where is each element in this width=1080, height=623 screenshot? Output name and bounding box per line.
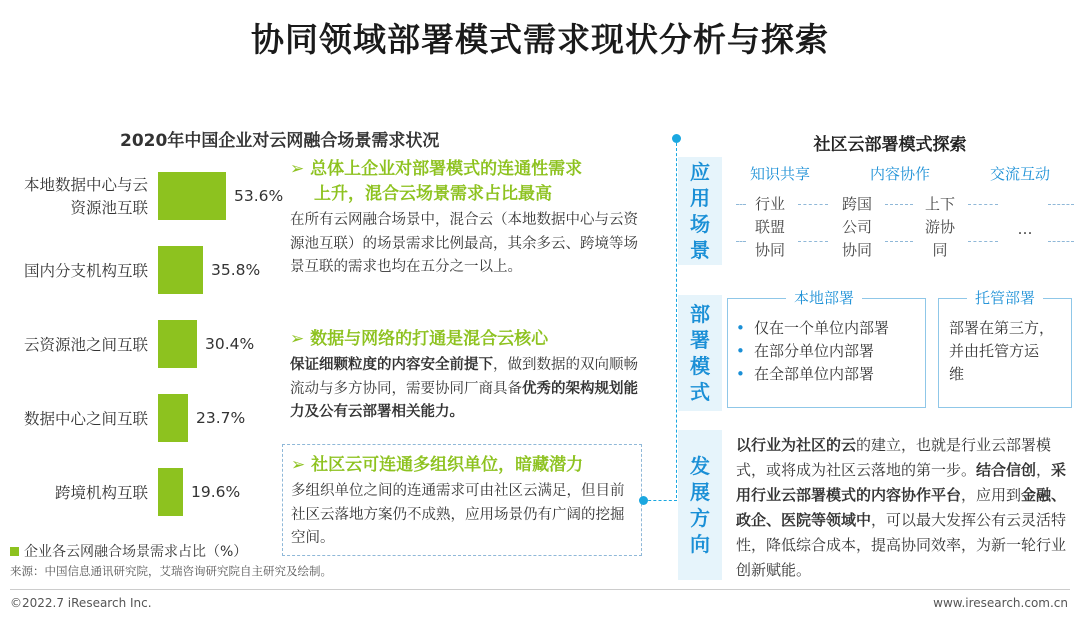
bar <box>158 172 226 220</box>
side-label-char: 方 <box>690 506 710 530</box>
category-content-collab: 内容协作 <box>870 165 931 183</box>
scenario-multinational <box>835 193 879 262</box>
insight-1-heading-line-1: ➢ 总体上企业对部署模式的连通性需求 <box>290 159 583 179</box>
legend-label: 企业各云网融合场景需求占比（%） <box>24 544 248 560</box>
direction-text <box>736 433 1071 583</box>
scenario-line: 协同 <box>754 241 785 259</box>
right-panel-title: 社区云部署模式探索 <box>813 135 967 155</box>
text-line: 维 <box>949 365 965 383</box>
insight-2 <box>290 327 645 425</box>
footer-copyright: ©2022.7 iResearch Inc. <box>10 596 152 610</box>
bar <box>158 394 188 442</box>
direction-bold: 采用行业云部署模式的内容协作平台 <box>736 461 1067 504</box>
scenario-line: 行业 <box>754 195 785 213</box>
bar-value-label: 35.8% <box>211 261 261 279</box>
divider <box>798 241 828 242</box>
scenario-line: 公司 <box>841 218 872 236</box>
side-label-application-text <box>690 159 710 263</box>
side-label-char: 展 <box>690 480 710 504</box>
scenario-line: 同 <box>932 241 948 259</box>
insight-1-heading-line-2: 上升，混合云场景需求占比最高 <box>314 184 552 204</box>
insight-2-bold-2: 优秀的架构规划能力及公有云部署相关能力。 <box>290 380 638 420</box>
legend-swatch <box>10 547 19 556</box>
category-knowledge-sharing: 知识共享 <box>750 165 811 183</box>
insight-2-body <box>290 354 645 425</box>
divider <box>798 204 828 205</box>
divider <box>968 241 998 242</box>
page-title: 协同领域部署模式需求现状分析与探索 <box>251 20 829 59</box>
local-deployment-list <box>736 317 889 386</box>
footer-website: www.iresearch.com.cn <box>933 596 1068 610</box>
bar <box>158 468 183 516</box>
footer-divider <box>10 589 1070 590</box>
insight-3-heading: ➢ 社区云可连通多组织单位，暗藏潜力 <box>291 455 584 475</box>
category-interaction: 交流互动 <box>990 165 1051 183</box>
side-label-char: 发 <box>690 454 710 478</box>
bar-row <box>0 246 290 296</box>
list-item-text: 在部分单位内部署 <box>754 342 875 360</box>
list-item-text: 仅在一个单位内部署 <box>754 319 890 337</box>
side-label-deployment <box>678 295 722 411</box>
insight-3-box <box>282 444 642 556</box>
scenario-line: 上下 <box>924 195 955 213</box>
side-label-direction <box>678 430 722 580</box>
text-line: 部署在第三方， <box>949 319 1055 337</box>
bar-chart <box>0 160 290 530</box>
text-line: 并由托管方运 <box>949 342 1040 360</box>
direction-text-part: ，可以最大发挥公有云灵活特性，降低综合成本，提高协同效率，为新一轮行业创新赋能。 <box>736 511 1067 579</box>
divider <box>885 204 913 205</box>
hosted-deployment-text <box>949 317 1054 386</box>
divider <box>885 241 913 242</box>
divider <box>1048 204 1074 205</box>
direction-text-part: 的建立，也就是行业云部署模式，或将成为社区云落地的第一步。 <box>736 436 1052 479</box>
bar-category-label: 云资源池之间互联 <box>23 335 148 354</box>
divider <box>736 204 746 205</box>
divider <box>736 241 746 242</box>
bar-row <box>0 320 290 370</box>
scenario-line: 跨国 <box>841 195 872 213</box>
local-deployment-title: 本地部署 <box>786 287 862 308</box>
side-label-char: 模 <box>690 354 710 378</box>
bar-value-label: 53.6% <box>234 187 284 205</box>
timeline-dot-top <box>672 134 681 143</box>
source-note: 来源：中国信息通讯研究院，艾瑞咨询研究院自主研究及绘制。 <box>10 564 332 578</box>
bar-category-label: 数据中心之间互联 <box>23 409 148 428</box>
scenario-industry-alliance <box>748 193 792 262</box>
scenario-line: 游协 <box>924 218 955 236</box>
direction-text-part: ， <box>1036 461 1052 479</box>
list-item: • 仅在一个单位内部署 <box>736 319 890 337</box>
side-label-direction-text <box>690 453 710 557</box>
bar-row <box>0 172 290 222</box>
list-item-text: 在全部单位内部署 <box>754 365 875 383</box>
scenario-more: … <box>1017 220 1033 238</box>
bar-value-label: 23.7% <box>196 409 246 427</box>
side-label-char: 用 <box>690 186 710 210</box>
bar-row <box>0 468 290 518</box>
direction-bold: 金融、政企、医院等领域中 <box>736 486 1067 529</box>
insight-1 <box>290 157 645 280</box>
chart-legend <box>10 541 247 561</box>
divider <box>968 204 998 205</box>
side-label-char: 场 <box>690 212 710 236</box>
scenario-line: 联盟 <box>754 218 785 236</box>
insight-3-body: 多组织单位之间的连通需求可由社区云满足，但目前社区云落地方案仍不成熟，应用场景仍有广阔的挖掘空间。 <box>291 483 625 546</box>
direction-bold: 结合信创 <box>976 461 1037 479</box>
scenario-line: 协同 <box>841 241 872 259</box>
side-label-char: 部 <box>690 302 710 326</box>
bar <box>158 246 203 294</box>
insight-2-text: ，做到数据的双向顺畅流动与多方协同，需要协同厂商具备 <box>290 357 638 397</box>
list-item: • 在全部单位内部署 <box>736 365 875 383</box>
bar-category-label: 跨境机构互联 <box>54 483 148 502</box>
insight-2-heading: ➢ 数据与网络的打通是混合云核心 <box>290 329 549 349</box>
local-deployment-box <box>727 289 926 408</box>
side-label-char: 式 <box>690 380 710 404</box>
bar-row <box>0 394 290 444</box>
list-item: • 在部分单位内部署 <box>736 342 875 360</box>
scenario-supply-chain <box>918 193 962 262</box>
chart-title: 2020年中国企业对云网融合场景需求状况 <box>120 131 440 151</box>
hosted-deployment-title: 托管部署 <box>967 287 1043 308</box>
bar-category-label: 本地数据中心与云 资源池互联 <box>23 176 148 217</box>
side-label-char: 署 <box>690 328 710 352</box>
direction-text-part: ，应用到 <box>961 486 1022 504</box>
hosted-deployment-box <box>938 289 1072 408</box>
timeline-connector <box>643 500 677 501</box>
insight-1-body: 在所有云网融合场景中，混合云（本地数据中心与云资源池互联）的场景需求比例最高，其余多云、跨境等场景互联的需求也均在五分之一以上。 <box>290 212 638 275</box>
timeline-line <box>676 138 677 498</box>
side-label-deployment-text <box>690 301 710 405</box>
direction-bold: 以行业为社区的云 <box>736 436 857 454</box>
side-label-char: 向 <box>690 532 710 556</box>
bar-value-label: 19.6% <box>191 483 241 501</box>
side-label-application <box>678 157 722 265</box>
side-label-char: 应 <box>690 160 710 184</box>
divider <box>1048 241 1074 242</box>
bar-category-label: 国内分支机构互联 <box>23 261 148 280</box>
insight-2-bold-1: 保证细颗粒度的内容安全前提下 <box>290 357 493 373</box>
bar <box>158 320 197 368</box>
bar-value-label: 30.4% <box>205 335 255 353</box>
side-label-char: 景 <box>690 238 710 262</box>
